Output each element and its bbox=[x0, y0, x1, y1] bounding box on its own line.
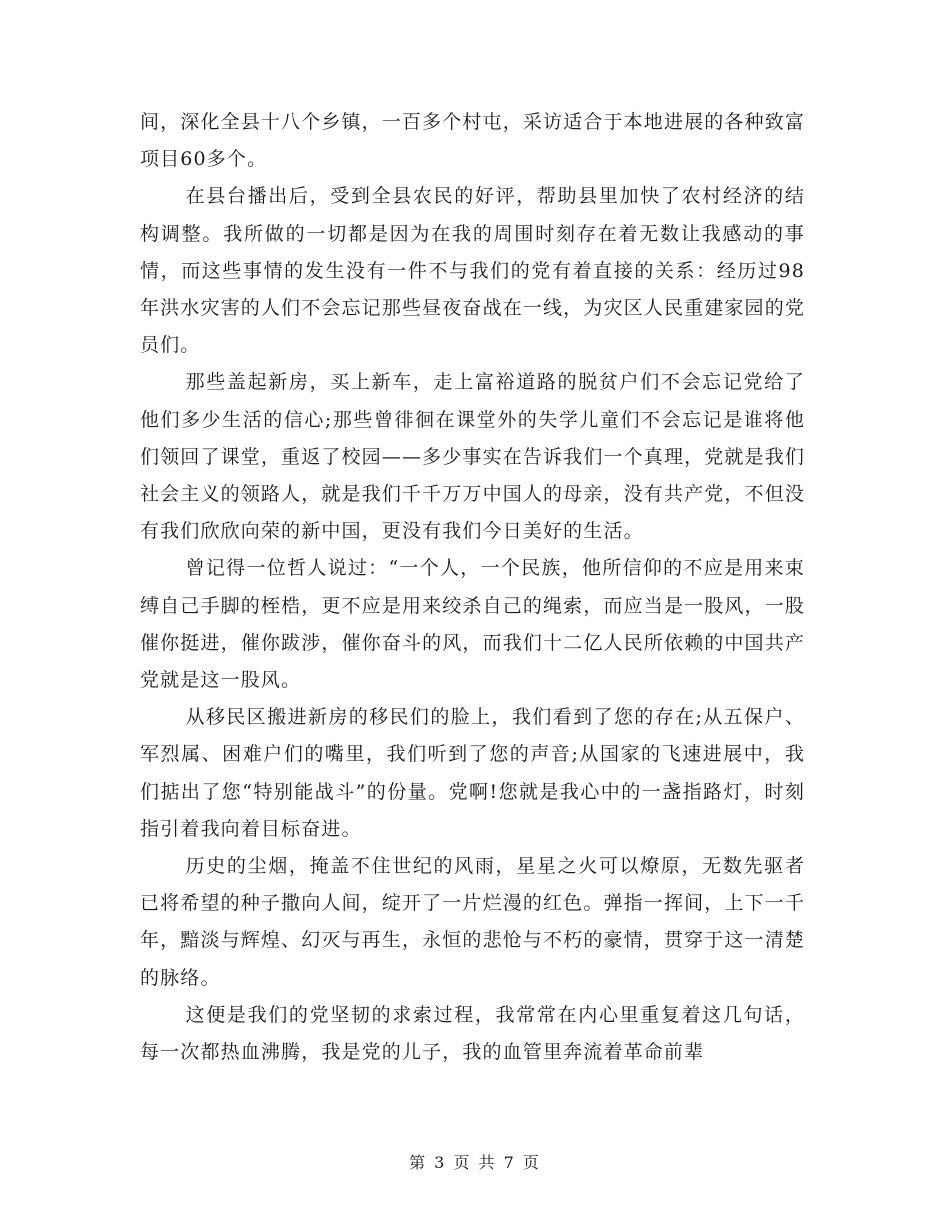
paragraph-5: 从移民区搬进新房的移民们的脸上，我们看到了您的存在;从五保户、军烈属、困难户们的嘴里，我们听到了您的声音;从国家的飞速进展中，我们掂出了您“特别能战斗”的份量。党啊!您就是我心中的一盏指路灯，时刻指引着我向着目标奋进。 bbox=[140, 706, 805, 840]
page-number-footer: 第 3 页 共 7 页 bbox=[409, 1153, 541, 1172]
body-text bbox=[140, 104, 805, 1071]
paragraph-1: 间，深化全县十八个乡镇，一百多个村屯，采访适合于本地进展的各种致富项目60多个。 bbox=[140, 111, 805, 171]
paragraph-6: 历史的尘烟，掩盖不住世纪的风雨，星星之火可以燎原，无数先驱者已将希望的种子撒向人间，绽开了一片烂漫的红色。弹指一挥间，上下一千年，黯淡与辉煌、幻灭与再生，永恒的悲怆与不朽的豪情，贯穿于这一清楚的脉络。 bbox=[140, 855, 805, 989]
paragraph-2: 在县台播出后，受到全县农民的好评，帮助县里加快了农村经济的结构调整。我所做的一切都是因为在我的周围时刻存在着无数让我感动的事情，而这些事情的发生没有一件不与我们的党有着直接的关系：经历过98年洪水灾害的人们不会忘记那些昼夜奋战在一线，为灾区人民重建家园的党员们。 bbox=[140, 185, 805, 357]
paragraph-3: 那些盖起新房，买上新车，走上富裕道路的脱贫户们不会忘记党给了他们多少生活的信心;那些曾徘徊在课堂外的失学儿童们不会忘记是谁将他们领回了课堂，重返了校园——多少事实在告诉我们一个真理，党就是我们社会主义的领路人，就是我们千千万万中国人的母亲，没有共产党，不但没有我们欣欣向荣的新中国，更没有我们今日美好的生活。 bbox=[140, 371, 805, 543]
paragraph-4: 曾记得一位哲人说过：“一个人，一个民族，他所信仰的不应是用来束缚自己手脚的桎梏，更不应是用来绞杀自己的绳索，而应当是一股风，一股催你挺进，催你跋涉，催你奋斗的风，而我们十二亿人民所依赖的中国共产党就是这一股风。 bbox=[140, 557, 805, 692]
paragraph-7: 这便是我们的党坚韧的求索过程，我常常在内心里重复着这几句话，每一次都热血沸腾，我是党的儿子，我的血管里奔流着革命前辈 bbox=[140, 1003, 805, 1064]
